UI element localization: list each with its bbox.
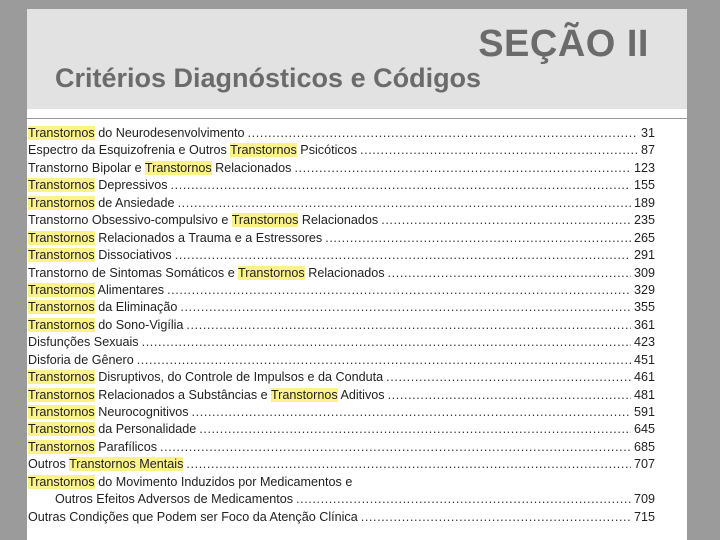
toc-title-segment: do Neurodesenvolvimento bbox=[94, 126, 245, 140]
toc-entry bbox=[28, 456, 655, 473]
section-title: SEÇÃO II bbox=[478, 23, 649, 65]
toc-title-segment: Transtorno Bipolar e bbox=[28, 160, 145, 175]
toc-entry bbox=[28, 125, 655, 142]
toc-title-segment: Disruptivos, do Controle de Impulsos e da Conduta bbox=[94, 370, 384, 385]
page-number: 355 bbox=[633, 300, 655, 315]
dot-leader bbox=[178, 195, 631, 212]
toc-title-segment: Transtorno de Sintomas Somáticos e bbox=[28, 265, 238, 280]
page-number: 451 bbox=[633, 352, 655, 367]
document-page bbox=[27, 9, 687, 540]
toc-title-segment: Depressivos bbox=[94, 178, 168, 193]
dot-leader bbox=[296, 491, 631, 508]
toc-entry-title bbox=[28, 387, 385, 404]
page-number: 709 bbox=[633, 492, 655, 507]
toc-entry-title bbox=[28, 317, 183, 334]
toc-entry bbox=[28, 369, 655, 386]
toc-entry-title bbox=[28, 456, 183, 473]
highlighted-term: Transtornos bbox=[28, 387, 95, 402]
toc-title-segment: de Ansiedade bbox=[94, 195, 175, 210]
dot-leader bbox=[142, 334, 631, 351]
dot-leader bbox=[160, 439, 631, 456]
toc-entry bbox=[28, 142, 655, 159]
toc-entry-title bbox=[28, 282, 164, 299]
page-number: 715 bbox=[633, 509, 655, 524]
toc-entry bbox=[28, 421, 655, 438]
page-number: 461 bbox=[633, 370, 655, 385]
toc-entry-title bbox=[28, 125, 245, 142]
toc-title-segment: Neurocognitivos bbox=[94, 405, 189, 419]
toc-title-segment: Relacionados bbox=[211, 160, 292, 175]
toc-entry bbox=[28, 474, 655, 509]
dot-leader bbox=[199, 421, 631, 438]
highlighted-term: Transtornos bbox=[28, 126, 95, 140]
highlighted-term: Transtornos bbox=[28, 230, 95, 245]
toc-title-segment: Aditivos bbox=[337, 387, 385, 402]
toc-title-segment: do Sono-Vigília bbox=[94, 317, 184, 332]
toc-entry-title bbox=[28, 352, 134, 369]
toc-entry-title bbox=[28, 509, 358, 526]
dot-leader bbox=[180, 299, 631, 316]
dot-leader bbox=[167, 282, 631, 299]
toc-title-segment: Dissociativos bbox=[94, 248, 172, 263]
toc-entry-title bbox=[28, 160, 291, 177]
toc-entry-title bbox=[28, 474, 352, 491]
page-number: 645 bbox=[633, 422, 655, 437]
toc-entry bbox=[28, 404, 655, 421]
toc-entry-title bbox=[28, 142, 357, 159]
page-number: 309 bbox=[633, 265, 655, 280]
highlighted-term: Transtornos bbox=[28, 300, 95, 315]
page-number: 329 bbox=[633, 282, 655, 297]
toc-entry-title bbox=[28, 177, 168, 194]
toc-title-segment: Psicóticos bbox=[296, 143, 358, 158]
toc-title-segment: Disfunções Sexuais bbox=[28, 335, 139, 350]
toc-entry bbox=[28, 195, 655, 212]
toc-title-segment: Outras Condições que Podem ser Foco da Atenção Clínica bbox=[28, 509, 358, 524]
toc-entry bbox=[28, 509, 655, 526]
toc-entry bbox=[28, 334, 655, 351]
dot-leader bbox=[175, 247, 631, 264]
dot-leader bbox=[171, 177, 631, 194]
toc-entry-title bbox=[28, 334, 139, 351]
highlighted-term: Transtornos bbox=[28, 422, 95, 437]
highlighted-term: Transtornos bbox=[238, 265, 305, 280]
page-number: 265 bbox=[633, 230, 655, 245]
toc-entry bbox=[28, 160, 655, 177]
page-number: 685 bbox=[633, 439, 655, 454]
section-subtitle: Critérios Diagnósticos e Códigos bbox=[55, 63, 482, 93]
toc-entry-title bbox=[28, 230, 322, 247]
dot-leader bbox=[192, 404, 631, 421]
toc-entry-title bbox=[28, 299, 177, 316]
dot-leader bbox=[294, 160, 631, 177]
dot-leader bbox=[361, 509, 631, 526]
page-number: 155 bbox=[633, 178, 655, 193]
toc-title-segment: Outros bbox=[28, 457, 70, 472]
page-number: 189 bbox=[633, 195, 655, 210]
toc-entry bbox=[28, 352, 655, 369]
highlighted-term: Transtornos bbox=[231, 213, 299, 228]
divider bbox=[27, 118, 687, 119]
page-number: 423 bbox=[633, 335, 655, 350]
highlighted-term: Transtornos bbox=[270, 387, 338, 402]
page-number: 291 bbox=[633, 248, 655, 263]
table-of-contents bbox=[28, 125, 655, 526]
toc-entry bbox=[28, 177, 655, 194]
toc-entry bbox=[28, 387, 655, 404]
toc-title-segment: Relacionados a Substâncias e bbox=[94, 387, 271, 402]
toc-entry bbox=[28, 282, 655, 299]
highlighted-term: Transtornos bbox=[28, 178, 95, 193]
page-number: 123 bbox=[633, 160, 655, 175]
toc-title-segment: Relacionados a Trauma e a Estressores bbox=[94, 230, 323, 245]
toc-entry-title bbox=[28, 421, 196, 438]
highlighted-term: Transtornos bbox=[28, 405, 95, 419]
toc-title-segment: Relacionados bbox=[304, 265, 385, 280]
toc-entry-title bbox=[28, 212, 378, 229]
toc-title-segment: da Personalidade bbox=[94, 422, 197, 437]
toc-title-segment: Parafílicos bbox=[94, 439, 158, 454]
highlighted-term: Transtornos Mentais bbox=[69, 457, 184, 472]
dot-leader bbox=[360, 142, 638, 159]
toc-entry bbox=[28, 212, 655, 229]
toc-title-segment: Relacionados bbox=[298, 213, 379, 228]
dot-leader bbox=[248, 125, 638, 142]
dot-leader bbox=[388, 265, 631, 282]
toc-title-segment: Alimentares bbox=[94, 282, 165, 297]
toc-entry bbox=[28, 230, 655, 247]
toc-entry bbox=[28, 317, 655, 334]
dot-leader bbox=[381, 212, 631, 229]
page-number: 31 bbox=[640, 126, 655, 140]
highlighted-term: Transtornos bbox=[144, 160, 212, 175]
toc-title-segment: Espectro da Esquizofrenia e Outros bbox=[28, 143, 231, 158]
toc-entry bbox=[28, 265, 655, 282]
dot-leader bbox=[325, 230, 631, 247]
highlighted-term: Transtornos bbox=[28, 370, 95, 385]
dot-leader bbox=[137, 352, 631, 369]
dot-leader bbox=[386, 369, 631, 386]
toc-entry bbox=[28, 247, 655, 264]
toc-entry-continuation: Outros Efeitos Adversos de Medicamentos bbox=[55, 492, 293, 507]
page-number: 591 bbox=[633, 405, 655, 419]
toc-title-segment: da Eliminação bbox=[94, 300, 178, 315]
section-header bbox=[27, 9, 687, 109]
highlighted-term: Transtornos bbox=[28, 317, 95, 332]
dot-leader bbox=[388, 387, 631, 404]
toc-entry bbox=[28, 299, 655, 316]
highlighted-term: Transtornos bbox=[28, 439, 95, 454]
dot-leader bbox=[186, 317, 631, 334]
toc-entry-title bbox=[28, 404, 189, 421]
toc-entry-title bbox=[28, 369, 383, 386]
page-number: 481 bbox=[633, 387, 655, 402]
page-number: 87 bbox=[640, 143, 655, 158]
highlighted-term: Transtornos bbox=[230, 143, 297, 158]
dot-leader bbox=[186, 456, 631, 473]
page-number: 361 bbox=[633, 317, 655, 332]
toc-title-segment: do Movimento Induzidos por Medicamentos e bbox=[94, 474, 353, 489]
toc-title-segment: Disforia de Gênero bbox=[28, 352, 134, 367]
toc-entry-title bbox=[28, 195, 175, 212]
toc-entry-title bbox=[28, 439, 157, 456]
highlighted-term: Transtornos bbox=[28, 474, 95, 489]
page-number: 707 bbox=[633, 457, 655, 472]
highlighted-term: Transtornos bbox=[28, 195, 95, 210]
toc-entry-title bbox=[28, 247, 172, 264]
toc-title-segment: Transtorno Obsessivo-compulsivo e bbox=[28, 213, 232, 228]
highlighted-term: Transtornos bbox=[28, 248, 95, 263]
toc-entry bbox=[28, 439, 655, 456]
page-number: 235 bbox=[633, 213, 655, 228]
highlighted-term: Transtornos bbox=[28, 282, 95, 297]
toc-entry-title bbox=[28, 265, 385, 282]
